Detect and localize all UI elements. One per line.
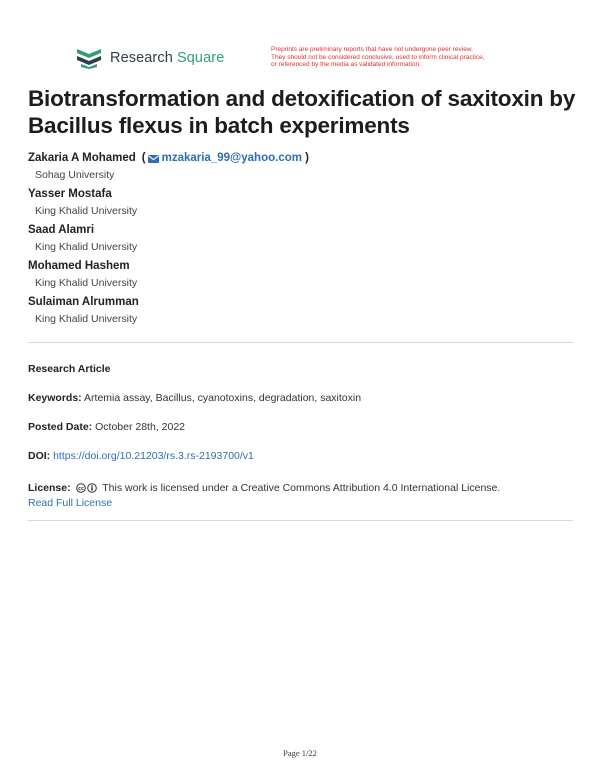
posted-date-label: Posted Date:	[28, 421, 93, 433]
page-header	[75, 47, 545, 77]
author-item	[28, 187, 588, 220]
disclaimer-line: They should not be considered conclusive, used to inform clinical practice,	[271, 53, 485, 61]
disclaimer-line: Preprints are preliminary reports that have not undergone peer review.	[271, 46, 473, 53]
paper-title: Biotransformation and detoxification of saxitoxin by Bacillus flexus in batch experiments	[28, 86, 576, 138]
divider	[28, 342, 573, 343]
cc-icon	[76, 483, 86, 493]
author-name: Yasser Mostafa	[28, 188, 112, 200]
by-icon	[87, 483, 97, 493]
author-affiliation: King Khalid University	[35, 205, 138, 217]
author-email[interactable]: ( mzakaria_99@yahoo.com )	[141, 152, 310, 164]
logo-text: Research Square	[110, 50, 225, 66]
author-item	[28, 151, 588, 184]
license-label: License:	[28, 482, 71, 494]
article-type: Research Article	[28, 363, 111, 375]
page-number: Page 1/22	[283, 748, 317, 758]
posted-date-value: October 28th, 2022	[95, 421, 186, 433]
preprint-disclaimer	[271, 46, 561, 69]
doi-label: DOI:	[28, 450, 51, 462]
author-item	[28, 259, 588, 292]
author-item	[28, 223, 588, 256]
keywords	[28, 391, 573, 406]
email-link[interactable]: mzakaria_99@yahoo.com	[161, 152, 302, 164]
author-affiliation: King Khalid University	[35, 277, 138, 289]
doi-link[interactable]: https://doi.org/10.21203/rs.3.rs-2193700/v1	[53, 450, 254, 462]
author-name: Mohamed Hashem	[28, 260, 130, 272]
posted-date	[28, 420, 573, 435]
disclaimer-line: or referenced by the media as validated information.	[271, 61, 421, 69]
author-name: Sulaiman Alrumman	[28, 296, 139, 308]
license-text: This work is licensed under a Creative Commons Attribution 4.0 International License.	[102, 482, 501, 494]
author-affiliation: Sohag University	[35, 169, 115, 181]
svg-text:cc: cc	[77, 486, 84, 492]
keywords-label: Keywords:	[28, 392, 82, 404]
research-square-logo-icon	[75, 47, 103, 69]
research-square-logo[interactable]	[75, 47, 224, 69]
author-name: Saad Alamri	[28, 224, 95, 236]
doi	[28, 449, 573, 464]
divider	[28, 520, 573, 521]
keywords-value: Artemia assay, Bacillus, cyanotoxins, degradation, saxitoxin	[84, 392, 362, 404]
author-name: Zakaria A Mohamed	[28, 152, 136, 164]
author-item	[28, 295, 588, 328]
author-affiliation: King Khalid University	[35, 241, 138, 253]
read-full-license-link[interactable]: Read Full License	[28, 497, 113, 509]
author-affiliation: King Khalid University	[35, 313, 138, 325]
author-list	[28, 151, 588, 331]
license	[28, 481, 573, 511]
envelope-icon	[148, 155, 159, 163]
